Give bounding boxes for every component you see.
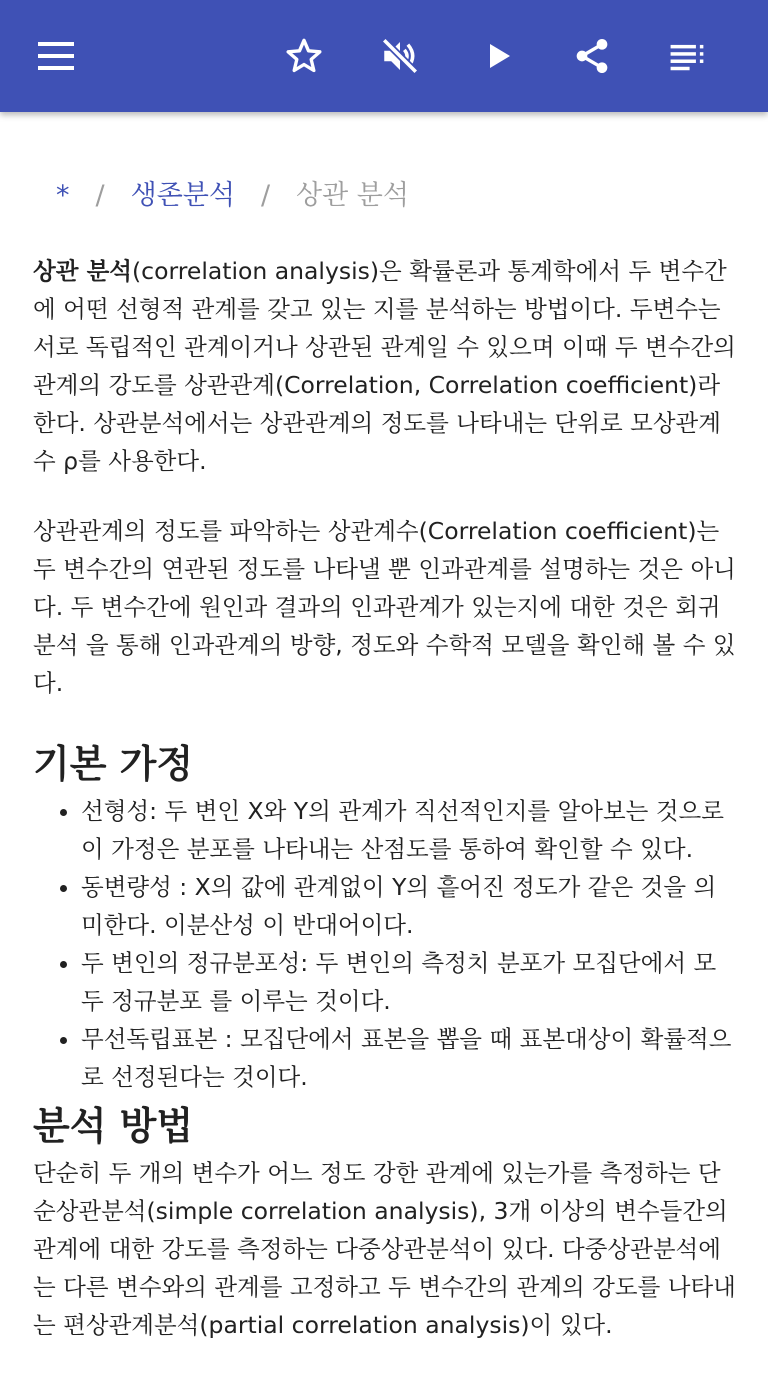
section-heading-assumptions: 기본 가정: [33, 742, 194, 786]
breadcrumb-current: 상관 분석: [296, 180, 409, 211]
breadcrumb-separator: /: [95, 180, 105, 211]
assumptions-list: [33, 792, 738, 1096]
intro-text: (correlation analysis)은 확률론과 통계학에서 두 변수간에 어떤 선형적 관계를 갖고 있는 지를 분석하는 방법이다. 두변수는 서로 독립적인 관계이거나 상관된 관계일 수 있으며 이때 두 변수간의 관계의 강도를 상관관계(Correlation, Correlation coefficient)라 한다. 상관분석에서는 상관관계의 정도를 나타내는 단위로 모상관계수 ρ를 사용한다.: [33, 257, 736, 475]
menu-icon: [38, 38, 74, 74]
breadcrumb-parent-link[interactable]: 생존분석: [130, 180, 235, 211]
contents-button[interactable]: [656, 24, 720, 88]
menu-button[interactable]: [24, 24, 88, 88]
share-button[interactable]: [560, 24, 624, 88]
volume-off-icon: [379, 35, 421, 77]
list-item: • 두 변인의 정규분포성: 두 변인의 측정치 분포가 모집단에서 모두 정규분포 를 이루는 것이다.: [81, 944, 738, 1020]
article-content[interactable]: [0, 112, 768, 1339]
breadcrumb-separator: /: [260, 180, 271, 211]
methods-paragraph: 단순히 두 개의 변수가 어느 정도 강한 관계에 있는가를 측정하는 단순상관분석(simple correlation analysis), 3개 이상의 변수들간의 관계에 대한 강도를 측정하는 다중상관분석이 있다. 다중상관분석에는 다른 변수와의 관계를 고정하고 두 변수간의 관계의 강도를 나타내는 편상관계분석(partial correlation analysis)이 있다.: [33, 1159, 736, 1339]
list-item: • 동변량성 : X의 값에 관계없이 Y의 흩어진 정도가 같은 것을 의미한다. 이분산성 이 반대어이다.: [81, 868, 738, 944]
playlist-icon: [669, 37, 707, 75]
play-button[interactable]: [466, 24, 530, 88]
app-toolbar: [0, 0, 768, 112]
breadcrumb: [56, 176, 409, 216]
intro-paragraph: [33, 252, 738, 480]
section-heading-methods: 분석 방법: [33, 1104, 194, 1148]
article-term: 상관 분석: [33, 257, 132, 285]
list-item: • 무선독립표본 : 모집단에서 표본을 뽑을 때 표본대상이 확률적으로 선정된다는 것이다.: [81, 1020, 738, 1096]
article-body: [33, 252, 738, 1376]
mute-button[interactable]: [368, 24, 432, 88]
play-icon: [482, 40, 514, 72]
bookmark-button[interactable]: [272, 24, 336, 88]
paragraph-2: 상관관계의 정도를 파악하는 상관계수(Correlation coefficient)는 두 변수간의 연관된 정도를 나타낼 뿐 인과관계를 설명하는 것은 아니다. 두 변수간에 원인과 결과의 인과관계가 있는지에 대한 것은 회귀분석 을 통해 인과관계의 방향, 정도와 수학적 모델을 확인해 볼 수 있다.: [33, 517, 736, 697]
star-outline-icon: [284, 36, 324, 76]
list-item: • 선형성: 두 변인 X와 Y의 관계가 직선적인지를 알아보는 것으로 이 가정은 분포를 나타내는 산점도를 통하여 확인할 수 있다.: [81, 792, 738, 868]
breadcrumb-home-link[interactable]: *: [56, 180, 70, 211]
share-icon: [572, 36, 612, 76]
